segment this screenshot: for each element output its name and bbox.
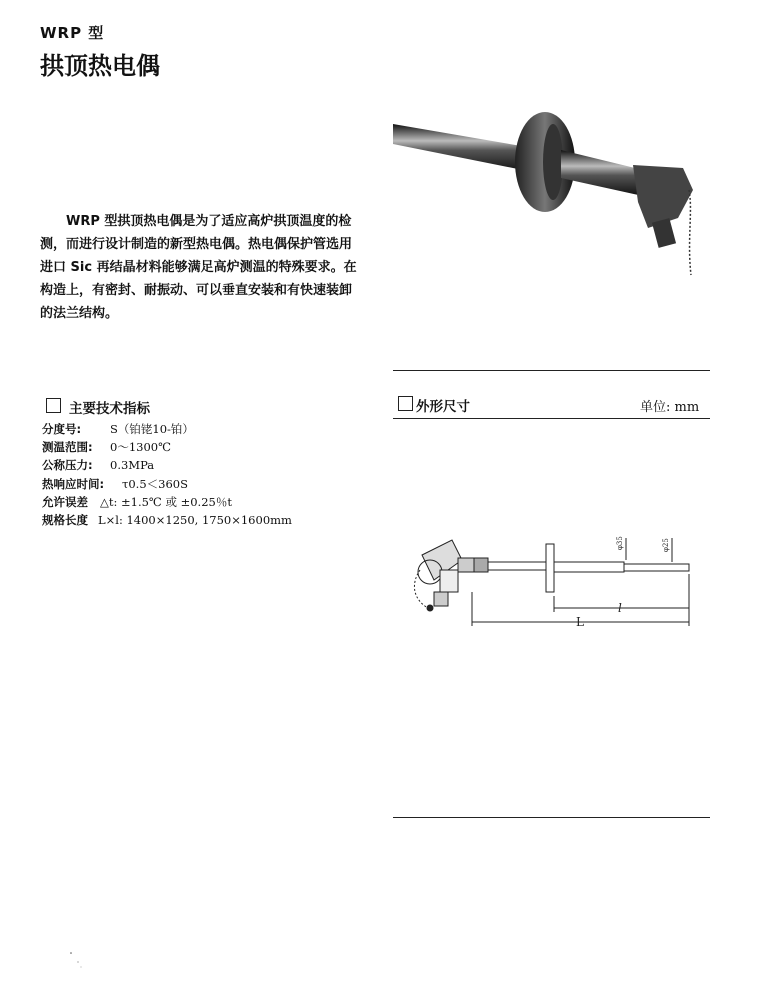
product-description: WRP 型拱顶热电偶是为了适应高炉拱顶温度的检测，而进行设计制造的新型热电偶。热电偶保护管选用进口 Sic 再结晶材料能够满足高炉测温的特殊要求。在构造上，有密封、耐振动、可以垂直安装和有快速装卸的法兰结构。 (40, 214, 357, 321)
spec-value: S（铂铑10-铂） (110, 422, 194, 436)
product-model: WRP 型 (40, 24, 105, 42)
length-label-total: L (576, 615, 584, 629)
spec-label: 允许误差 (42, 494, 88, 509)
spec-label: 测温范围: (42, 440, 93, 455)
dimensions-section-title: 外形尺寸 (416, 399, 470, 415)
unit-label: 单位: mm (640, 400, 700, 415)
diameter-label: φ25 (662, 538, 670, 552)
dimensions-section-checkbox-icon (398, 396, 413, 411)
section-divider (393, 370, 710, 371)
scan-specks (68, 950, 88, 970)
spec-label: 规格长度 (42, 513, 88, 528)
spec-value: △t: ±1.5℃ 或 ±0.25％t (100, 494, 232, 509)
spec-label: 分度号: (42, 422, 82, 436)
specs-section-checkbox-icon (46, 398, 61, 413)
section-divider (393, 418, 710, 419)
product-photo (393, 110, 705, 285)
spec-value: 0～1300℃ (110, 440, 171, 455)
spec-row (42, 420, 292, 438)
spec-label: 热响应时间: (42, 476, 105, 491)
spec-label: 公称压力: (42, 458, 93, 473)
spec-row (42, 511, 292, 529)
spec-row (42, 456, 292, 474)
page-title: 拱顶热电偶 (40, 52, 160, 80)
spec-value: 0.3MPa (110, 458, 155, 473)
spec-row (42, 475, 292, 493)
diameter-label: φ35 (616, 536, 624, 550)
spec-row (42, 493, 292, 511)
spec-value: L×l: 1400×1250, 1750×1600mm (98, 513, 292, 528)
spec-value: τ0.5＜360S (122, 476, 188, 491)
specs-list (42, 420, 292, 529)
spec-row (42, 438, 292, 456)
section-divider (393, 817, 710, 818)
length-label-inner: l (618, 601, 622, 615)
specs-section-title: 主要技术指标 (69, 401, 150, 417)
dimension-drawing (400, 530, 700, 635)
